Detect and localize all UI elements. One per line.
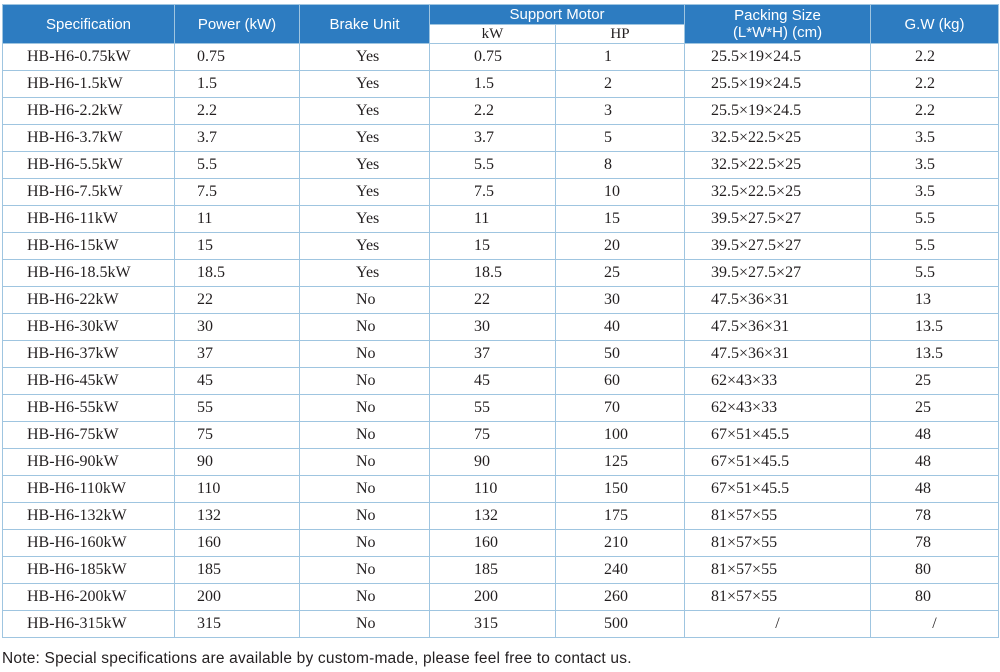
cell-gross-weight: 5.5 [871,206,999,233]
cell-motor-hp: 5 [556,125,685,152]
cell-specification: HB-H6-11kW [3,206,175,233]
cell-gross-weight: 5.5 [871,233,999,260]
cell-specification: HB-H6-18.5kW [3,260,175,287]
cell-gross-weight: 78 [871,503,999,530]
table-row [3,449,999,476]
cell-gross-weight: 48 [871,449,999,476]
header-packing-size-line2: (L*W*H) (cm) [732,24,823,41]
table-row [3,368,999,395]
cell-brake-unit: Yes [300,233,430,260]
cell-power: 18.5 [175,260,300,287]
cell-gross-weight: 3.5 [871,125,999,152]
cell-motor-hp: 500 [556,611,685,638]
cell-packing-size: 81×57×55 [685,557,871,584]
cell-power: 160 [175,530,300,557]
cell-motor-hp: 2 [556,71,685,98]
cell-packing-size: 47.5×36×31 [685,314,871,341]
cell-brake-unit: No [300,503,430,530]
cell-power: 315 [175,611,300,638]
cell-specification: HB-H6-1.5kW [3,71,175,98]
cell-gross-weight: 13 [871,287,999,314]
cell-gross-weight: 2.2 [871,98,999,125]
cell-specification: HB-H6-5.5kW [3,152,175,179]
header-support-kw: kW [430,25,556,44]
cell-brake-unit: Yes [300,260,430,287]
cell-packing-size: 67×51×45.5 [685,449,871,476]
cell-specification: HB-H6-315kW [3,611,175,638]
table-row [3,395,999,422]
cell-specification: HB-H6-75kW [3,422,175,449]
cell-power: 5.5 [175,152,300,179]
cell-packing-size: 25.5×19×24.5 [685,44,871,71]
header-specification: Specification [3,5,175,44]
cell-brake-unit: Yes [300,179,430,206]
cell-motor-kw: 15 [430,233,556,260]
cell-power: 15 [175,233,300,260]
cell-brake-unit: Yes [300,125,430,152]
cell-specification: HB-H6-30kW [3,314,175,341]
cell-motor-hp: 125 [556,449,685,476]
cell-specification: HB-H6-22kW [3,287,175,314]
table-row [3,530,999,557]
cell-motor-hp: 20 [556,233,685,260]
cell-brake-unit: No [300,287,430,314]
cell-gross-weight: 48 [871,476,999,503]
cell-power: 0.75 [175,44,300,71]
cell-packing-size: 32.5×22.5×25 [685,152,871,179]
cell-power: 2.2 [175,98,300,125]
cell-brake-unit: No [300,395,430,422]
cell-power: 30 [175,314,300,341]
cell-brake-unit: No [300,368,430,395]
table-row [3,422,999,449]
cell-gross-weight: 80 [871,584,999,611]
cell-gross-weight: 2.2 [871,71,999,98]
cell-brake-unit: No [300,476,430,503]
cell-motor-hp: 8 [556,152,685,179]
cell-brake-unit: No [300,314,430,341]
cell-specification: HB-H6-0.75kW [3,44,175,71]
cell-packing-size: 62×43×33 [685,395,871,422]
cell-motor-hp: 25 [556,260,685,287]
header-support-motor: Support Motor [430,5,685,25]
cell-motor-kw: 55 [430,395,556,422]
cell-motor-kw: 5.5 [430,152,556,179]
cell-gross-weight: 13.5 [871,341,999,368]
table-row [3,476,999,503]
table-row [3,341,999,368]
cell-motor-kw: 7.5 [430,179,556,206]
cell-gross-weight: 3.5 [871,152,999,179]
table-row [3,260,999,287]
cell-motor-hp: 260 [556,584,685,611]
cell-gross-weight: 5.5 [871,260,999,287]
cell-brake-unit: No [300,341,430,368]
cell-power: 90 [175,449,300,476]
cell-gross-weight: 3.5 [871,179,999,206]
cell-brake-unit: Yes [300,98,430,125]
cell-gross-weight: 13.5 [871,314,999,341]
cell-packing-size: 81×57×55 [685,584,871,611]
cell-specification: HB-H6-45kW [3,368,175,395]
cell-packing-size: / [685,611,871,638]
cell-power: 1.5 [175,71,300,98]
cell-packing-size: 67×51×45.5 [685,476,871,503]
cell-power: 22 [175,287,300,314]
cell-brake-unit: Yes [300,71,430,98]
cell-motor-kw: 200 [430,584,556,611]
cell-specification: HB-H6-37kW [3,341,175,368]
cell-motor-kw: 185 [430,557,556,584]
cell-motor-hp: 15 [556,206,685,233]
cell-motor-hp: 100 [556,422,685,449]
header-packing-size [685,5,871,44]
cell-packing-size: 25.5×19×24.5 [685,98,871,125]
cell-gross-weight: 48 [871,422,999,449]
table-row [3,584,999,611]
cell-gross-weight: 25 [871,395,999,422]
table-row [3,611,999,638]
table-row [3,98,999,125]
cell-packing-size: 81×57×55 [685,503,871,530]
cell-motor-hp: 70 [556,395,685,422]
cell-packing-size: 81×57×55 [685,530,871,557]
cell-motor-hp: 30 [556,287,685,314]
cell-power: 3.7 [175,125,300,152]
cell-specification: HB-H6-3.7kW [3,125,175,152]
table-row [3,557,999,584]
table-row [3,44,999,71]
cell-packing-size: 39.5×27.5×27 [685,260,871,287]
cell-specification: HB-H6-160kW [3,530,175,557]
table-row [3,71,999,98]
cell-power: 55 [175,395,300,422]
cell-brake-unit: No [300,530,430,557]
table-row [3,206,999,233]
cell-gross-weight: 80 [871,557,999,584]
cell-motor-kw: 75 [430,422,556,449]
cell-brake-unit: Yes [300,206,430,233]
cell-motor-kw: 30 [430,314,556,341]
cell-power: 110 [175,476,300,503]
cell-motor-hp: 210 [556,530,685,557]
cell-motor-kw: 90 [430,449,556,476]
spec-table-body [3,44,999,638]
cell-motor-kw: 45 [430,368,556,395]
footnote: Note: Special specifications are available by custom-made, please feel free to contact us. [2,650,632,667]
cell-motor-hp: 10 [556,179,685,206]
cell-motor-hp: 40 [556,314,685,341]
table-row [3,503,999,530]
cell-packing-size: 39.5×27.5×27 [685,233,871,260]
cell-brake-unit: No [300,449,430,476]
cell-motor-kw: 110 [430,476,556,503]
cell-brake-unit: Yes [300,152,430,179]
cell-motor-kw: 37 [430,341,556,368]
cell-motor-kw: 22 [430,287,556,314]
cell-motor-kw: 1.5 [430,71,556,98]
cell-power: 11 [175,206,300,233]
cell-gross-weight: 78 [871,530,999,557]
cell-motor-kw: 315 [430,611,556,638]
cell-packing-size: 67×51×45.5 [685,422,871,449]
cell-brake-unit: No [300,611,430,638]
cell-power: 200 [175,584,300,611]
cell-power: 37 [175,341,300,368]
cell-specification: HB-H6-110kW [3,476,175,503]
cell-power: 75 [175,422,300,449]
cell-packing-size: 39.5×27.5×27 [685,206,871,233]
cell-power: 45 [175,368,300,395]
cell-motor-hp: 60 [556,368,685,395]
cell-motor-hp: 240 [556,557,685,584]
cell-packing-size: 25.5×19×24.5 [685,71,871,98]
table-row [3,233,999,260]
cell-power: 132 [175,503,300,530]
cell-motor-hp: 150 [556,476,685,503]
header-power: Power (kW) [175,5,300,44]
cell-specification: HB-H6-185kW [3,557,175,584]
cell-specification: HB-H6-55kW [3,395,175,422]
cell-motor-hp: 3 [556,98,685,125]
cell-motor-kw: 0.75 [430,44,556,71]
cell-gross-weight: / [871,611,999,638]
spec-table [2,4,999,638]
cell-packing-size: 62×43×33 [685,368,871,395]
cell-brake-unit: No [300,557,430,584]
cell-specification: HB-H6-132kW [3,503,175,530]
table-row [3,287,999,314]
cell-brake-unit: No [300,584,430,611]
cell-motor-hp: 1 [556,44,685,71]
cell-motor-hp: 175 [556,503,685,530]
cell-power: 185 [175,557,300,584]
cell-motor-kw: 18.5 [430,260,556,287]
cell-gross-weight: 2.2 [871,44,999,71]
cell-motor-kw: 2.2 [430,98,556,125]
table-row [3,125,999,152]
cell-specification: HB-H6-2.2kW [3,98,175,125]
cell-packing-size: 32.5×22.5×25 [685,179,871,206]
cell-specification: HB-H6-15kW [3,233,175,260]
cell-motor-kw: 3.7 [430,125,556,152]
table-row [3,152,999,179]
cell-gross-weight: 25 [871,368,999,395]
table-row [3,314,999,341]
table-row [3,179,999,206]
cell-brake-unit: No [300,422,430,449]
header-support-hp: HP [556,25,685,44]
header-packing-size-line1: Packing Size [734,7,821,24]
cell-motor-kw: 11 [430,206,556,233]
cell-packing-size: 32.5×22.5×25 [685,125,871,152]
header-gross-weight: G.W (kg) [871,5,999,44]
cell-motor-kw: 132 [430,503,556,530]
cell-packing-size: 47.5×36×31 [685,287,871,314]
cell-specification: HB-H6-7.5kW [3,179,175,206]
cell-specification: HB-H6-90kW [3,449,175,476]
cell-brake-unit: Yes [300,44,430,71]
header-brake-unit: Brake Unit [300,5,430,44]
cell-packing-size: 47.5×36×31 [685,341,871,368]
cell-motor-hp: 50 [556,341,685,368]
cell-motor-kw: 160 [430,530,556,557]
cell-specification: HB-H6-200kW [3,584,175,611]
cell-power: 7.5 [175,179,300,206]
